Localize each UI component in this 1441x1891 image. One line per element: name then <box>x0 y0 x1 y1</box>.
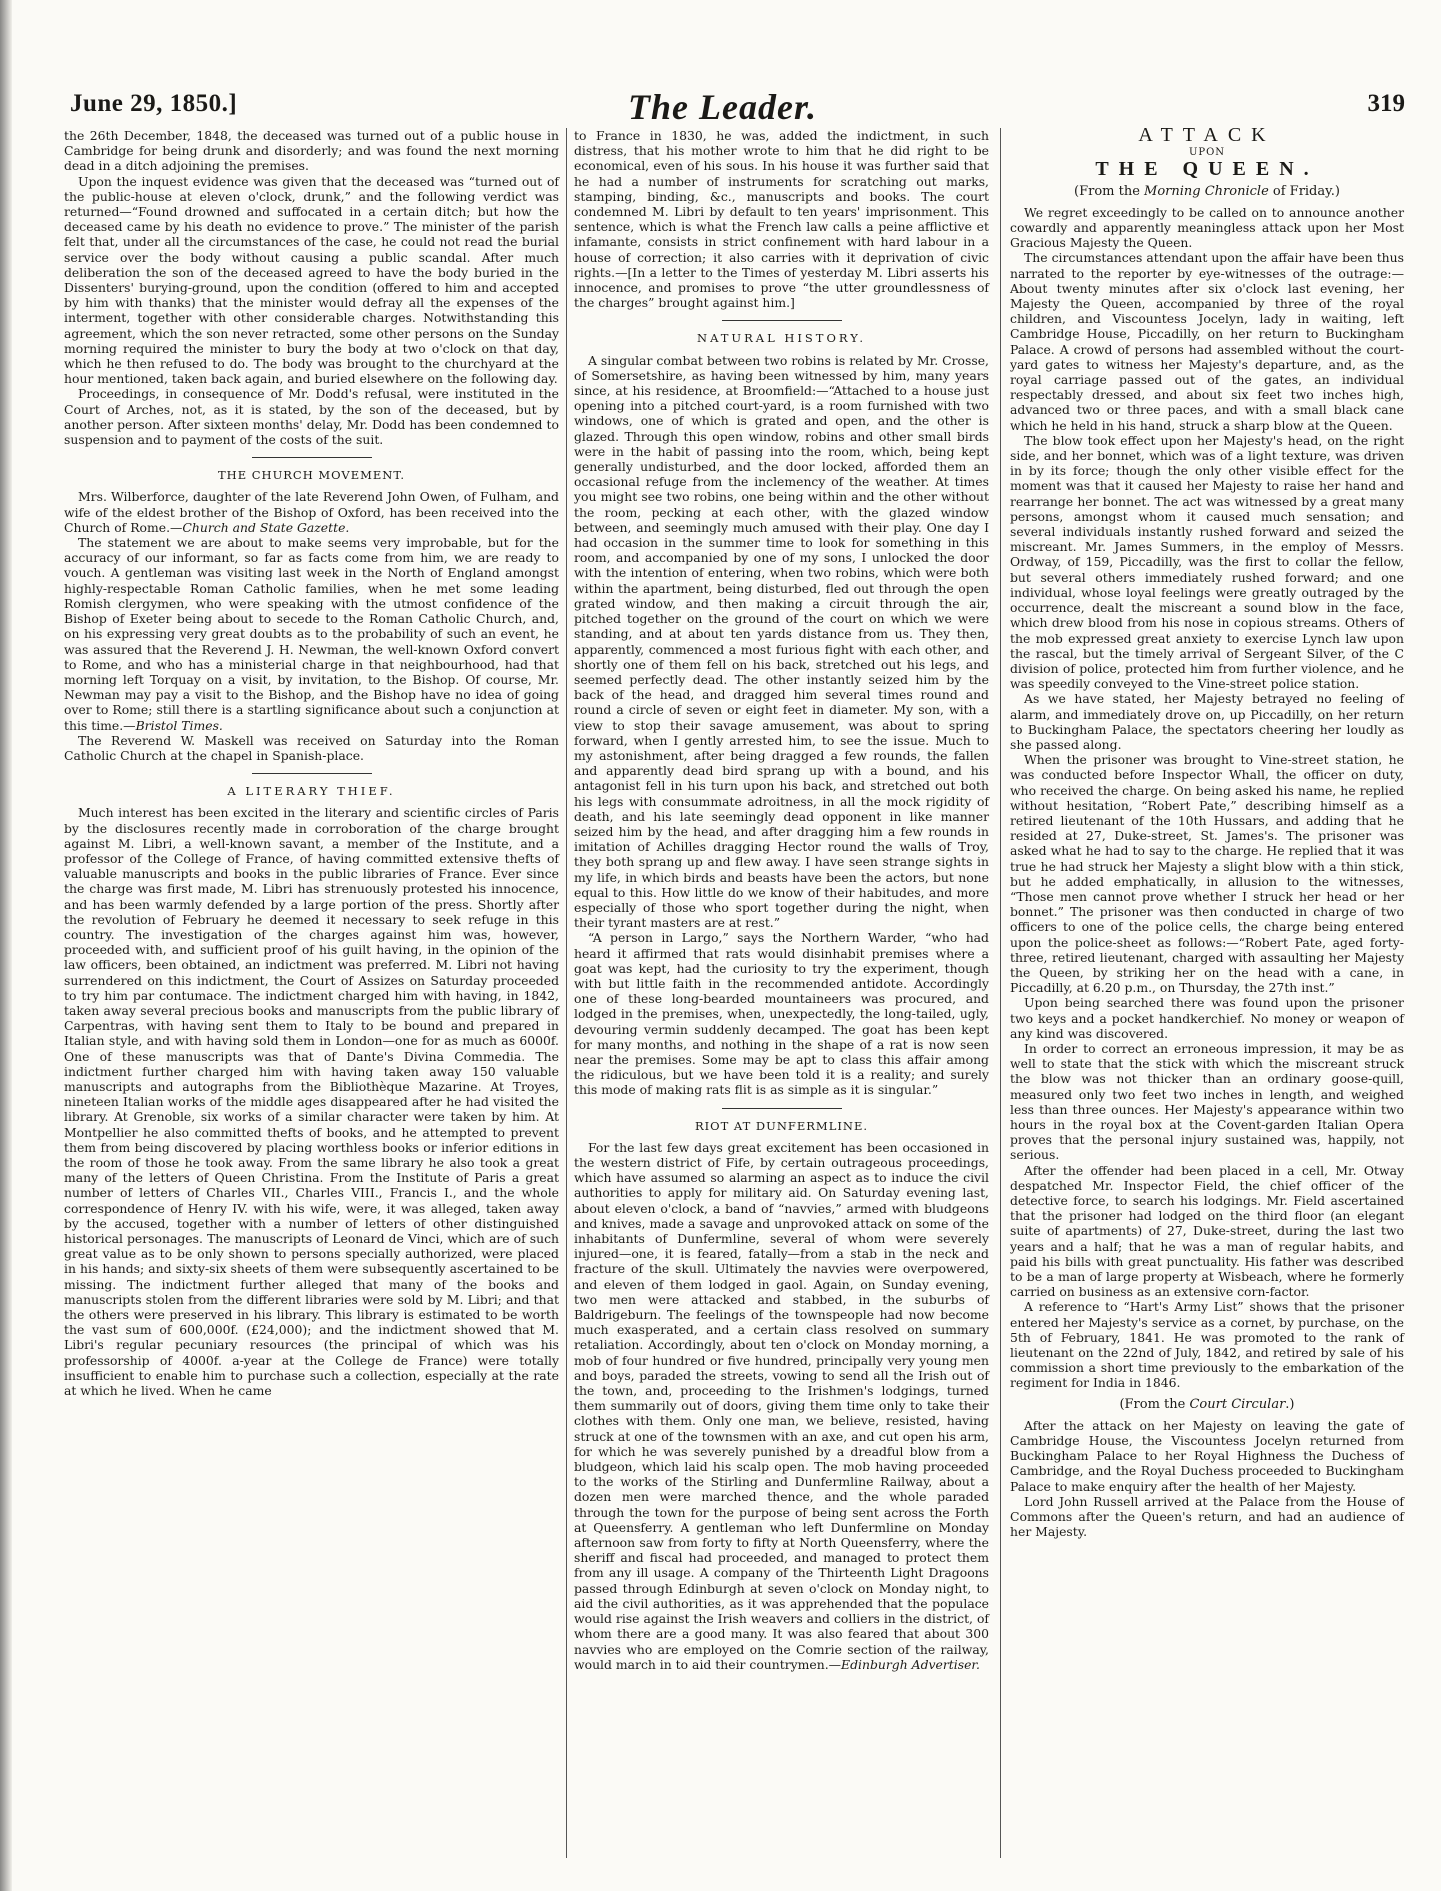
paragraph: The Reverend W. Maskell was received on Saturday into the Roman Catholic Church at the chapel in Spanish-place. <box>64 732 559 763</box>
source-line <box>1010 184 1404 199</box>
paragraph: Proceedings, in consequence of Mr. Dodd's refusal, were instituted in the Court of Arches, not, as it is stated, by the son of the deceased, but by another person. After sixteen months' delay, Mr. Dodd has been condemned to suspension and to payment of the costs of the suit. <box>64 386 559 448</box>
source-line <box>1010 1397 1404 1412</box>
masthead-title: The Leader. <box>628 87 817 127</box>
paragraph-text: The statement we are about to make seems very improbable, but for the accuracy of our informant, so far as facts come from him, we are ready to vouch. A gentleman was visiting last week in the North of England amongst highly-respectable Roman Catholic families, when he met some leading Romish clergymen, who were speaking with the utmost confidence of the Bishop of Exeter being about to secede to the Roman Catholic Church, and, on his expressing very great doubts as to the probability of such an event, he was assured that the Reverend J. H. Newman, the well-known Oxford convert to Rome, and who has a ministerial charge in that neighbourhood, had that morning left Torquay on a visit, by invitation, to the Bishop. Of course, Mr. Newman may pay a visit to the Bishop, and the Bishop have no idea of going over to Rome; still there is a startling significance about such a conjunction at this time.— <box>64 535 559 733</box>
paragraph <box>574 1140 989 1672</box>
paragraph: the 26th December, 1848, the deceased was turned out of a public house in Cambridge for being drunk and disorderly; and was found the next morning dead in a ditch adjoining the premises. <box>64 128 559 174</box>
paragraph: Lord John Russell arrived at the Palace from the House of Commons after the Queen's return, and had an audience of her Majesty. <box>1010 1493 1404 1540</box>
source-name: Court Circular <box>1189 1396 1286 1412</box>
section-divider <box>252 457 372 458</box>
paragraph: The circumstances attendant upon the affair have been thus narrated to the reporter by eye-witnesses of the outrage:—About twenty minutes after six o'clock last evening, her Majesty the Queen, accompanied by three of the royal children, and Viscountess Jocelyn, lady in waiting, left Cambridge House, Piccadilly, on her return to Buckingham Palace. A crowd of persons had assembled without the court-yard gates to witness her Majesty's departure, and, as the royal carriage passed out of the gates, an individual respectably dressed, and about six feet two inches high, advanced two or three paces, and with a small black cane which he held in his hand, struck a sharp blow at the Queen. <box>1010 250 1404 433</box>
paragraph: A reference to “Hart's Army List” shows that the prisoner entered her Majesty's service as a cornet, by purchase, on the 5th of February, 1841. He was promoted to the rank of lieutenant on the 22nd of July, 1842, and retired by sale of his commission a short time previously to the embarkation of the regiment for India in 1846. <box>1010 1299 1404 1391</box>
paragraph: After the offender had been placed in a cell, Mr. Otway despatched Mr. Inspector Field, the chief officer of the detective force, to search his lodgings. Mr. Field ascertained that the prisoner had lodged on the third floor (an elegant suite of apartments) of 27, Duke-street, during the last two years and a half; that he was a man of regular habits, and paid his bills with great punctuality. His father was described to be a man of large property at Wisbeach, where he formerly carried on business as an extensive corn-factor. <box>1010 1162 1404 1300</box>
source-prefix: (From the <box>1119 1396 1190 1412</box>
paragraph: The blow took effect upon her Majesty's head, on the right side, and her bonnet, which was of a light texture, was driven in by its force; though the only other visible effect for the moment was that it caused her Majesty to raise her hand and rearrange her bonnet. The act was witnessed by a great many persons, amongst whom it caused much sensation; and several individuals instantly rushed forward and seized the miscreant. Mr. James Summers, in the employ of Messrs. Ordway, of 159, Piccadilly, was the first to collar the fellow, but several others immediately rushed forward; and one individual, whose loyal feelings were greatly outraged by the occurrence, dealt the miscreant a sound blow in the face, which drew blood from his nose in copious streams. Others of the mob expressed great anxiety to exercise Lynch law upon the rascal, but the timely arrival of Sergeant Silver, of the C division of police, protected him from further violence, and he was speedily conveyed to the Vine-street police station. <box>1010 432 1404 692</box>
page-number: 319 <box>1367 90 1405 117</box>
section-heading: NATURAL HISTORY. <box>697 331 866 346</box>
paragraph: Upon the inquest evidence was given that the deceased was “turned out of the public-house at eleven o'clock, drunk,” and the following verdict was returned—“Found drowned and suffocated in a certain ditch; but how the deceased came by his death no evidence to prove.” The minister of the parish felt that, under all the circumstances of the case, he could not read the burial service over the body without causing a public scandal. After much deliberation the son of the deceased agreed to have the body buried in the Dissenters' burying-ground, upon the condition (offered to him and accepted by him with thanks) that the minister would defray all the expenses of the interment, together with other considerable charges. Notwithstanding this agreement, which the son never retracted, some other persons on the Sunday morning required the minister to bury the body at two o'clock on that day, which he then refused to do. The body was brought to the churchyard at the hour mentioned, taken back again, and buried elsewhere on the following day. <box>64 173 559 387</box>
column-rule <box>1000 128 1001 1858</box>
column-1 <box>64 128 559 1398</box>
paragraph: As we have stated, her Majesty betrayed no feeling of alarm, and immediately drove on, up Piccadilly, on her return to Buckingham Palace, the spectators cheering her loudly as she passed along. <box>1010 691 1404 752</box>
paragraph-text: Mrs. Wilberforce, daughter of the late Reverend John Owen, of Fulham, and wife of the eldest brother of the Bishop of Oxford, has been received into the Church of Rome.— <box>64 489 559 535</box>
section-divider <box>722 320 842 321</box>
source-suffix: .) <box>1285 1396 1295 1412</box>
article-title-upon: UPON <box>1188 147 1226 159</box>
article-title-attack: ATTACK <box>1138 124 1276 146</box>
source-prefix: (From the <box>1074 183 1145 199</box>
paragraph: A singular combat between two robins is related by Mr. Crosse, of Somersetshire, as having been witnessed by him, many years since, at his residence, at Broomfield:—“Attached to a house just opening into a pitched court-yard, is a room furnished with two windows, one of which is grated and open, and the other is glazed. Through this open window, robins and other small birds were in the habit of passing into the room, which, being kept generally undisturbed, and the door locked, afforded them an occasional refuge from the inclemency of the weather. At times you might see two robins, one being within and the other without the room, pecking at each other, with the glazed window between, and seemingly much amused with their play. One day I had occasion in the summer time to look for something in this room, and accompanied by one of my sons, I unlocked the door with the intention of entering, when two robins, which were both within the apartment, being disturbed, fled out through the open grated window, and then making a circuit through the air, pitched together on the ground of the court on which we were standing, and at about ten yards distance from us. They then, apparently, commenced a most furious fight with each other, and shortly one of them fell on his back, stretched out his legs, and seemed perfectly dead. The other instantly seized him by the back of the head, and dragged him several times round and round a circle of seven or eight feet in diameter. My son, with a view to stop their savage amusement, was about to spring forward, when I gently arrested him, to see the issue. Much to my astonishment, after being dragged a few rounds, the fallen and apparently dead bird sprang up with a bound, and his antagonist fell in his turn upon his back, and stretched out both his legs with consummate adroitness, in all the mock rigidity of death, and his late seemingly dead opponent in like manner seized him by the head, and after dragging him a few rounds in imitation of Achilles dragging Hector round the walls of Troy, they both sprang up and flew away. I have seen strange sights in my life, in which birds and beasts have been the actors, but none equal to this. How little do we know of their habitudes, and more especially of those who sport together during the night, when their tyrant masters are at rest.” <box>574 352 989 931</box>
section-divider <box>252 773 372 774</box>
section-heading: A LITERARY THIEF. <box>227 784 396 799</box>
paragraph-text: For the last few days great excitement has been occasioned in the western district of Fife, by certain outrageous proceedings, which have assumed so alarming an aspect as to induce the civil authorities to apply for military aid. On Saturday evening last, about eleven o'clock, a band of “navvies,” armed with bludgeons and knives, made a savage and unprovoked attack on some of the inhabitants of Dunfermline, several of whom were severely injured—one, it is feared, fatally—from a stab in the neck and fracture of the skull. Ultimately the navvies were overpowered, and eleven of them lodged in gaol. Again, on Sunday evening, two men were attacked and stabbed, in the suburbs of Baldrigeburn. The feelings of the townspeople had now become much exasperated, and a certain class resolved on summary retaliation. Accordingly, about ten o'clock on Monday morning, a mob of four hundred or five hundred, principally very young men and boys, paraded the streets, vowing to send all the Irish out of the town, and, proceeding to the Irishmen's lodgings, turned them summarily out of doors, giving them time only to take their clothes with them. Only one man, we believe, resisted, having struck at one of the townsmen with an axe, and cut open his arm, for which he was severely punished by a dreadful blow from a bludgeon, which laid his scalp open. The mob having proceeded to the works of the Stirling and Dunfermline Railway, about a dozen men were marched thence, and the whole paraded through the town for the purpose of being sent across the Forth at Queensferry. A gentleman who left Dunfermline on Monday afternoon saw from forty to fifty at North Queensferry, where the sheriff and fiscal had proceeded, and managed to protect them from any ill usage. A company of the Thirteenth Light Dragoons passed through Edinburgh at seven o'clock on Monday night, to aid the civil authorities, as it was apprehended that the populace would rise against the Irish weavers and colliers in the district, of whom there are a good many. It was also feared that about 300 navvies who are employed on the Comrie section of the railway, would march in to aid their countrymen.— <box>574 1139 989 1672</box>
column-3 <box>1010 124 1404 1540</box>
source-citation: Bristol Times. <box>135 717 223 733</box>
source-citation: Edinburgh Advertiser. <box>841 1656 980 1672</box>
page-header <box>28 54 1413 127</box>
section-heading: RIOT AT DUNFERMLINE. <box>694 1118 869 1133</box>
article-title-queen: THE QUEEN. <box>1095 158 1319 181</box>
paragraph: Upon being searched there was found upon the prisoner two keys and a pocket handkerchief. No money or weapon of any kind was discovered. <box>1010 995 1404 1041</box>
section-divider <box>722 1108 842 1109</box>
paragraph: In order to correct an erroneous impression, it may be as well to state that the stick with which the miscreant struck the blow was not thicker than an ordinary goose-quill, measured only two feet two inches in length, and weighed less than three ounces. Her Majesty's appearance within two hours in the royal box at the Covent-garden Italian Opera proves that the personal injury sustained was, happily, not serious. <box>1010 1040 1404 1163</box>
paragraph: to France in 1830, he was, added the indictment, in such distress, that his mother wrote to him that he did right to be economical, even of his sous. In his house it was further said that he had a number of instruments for scratching out marks, stamping, binding, &c., manuscripts and books. The court condemned M. Libri by default to ten years' imprisonment. This sentence, which is what the French law calls a peine afflictive et infamante, consists in strict confinement with hard labour in a house of correction; it also carries with it deprivation of civic rights.—[In a letter to the Times of yesterday M. Libri asserts his innocence, and promises to prove “the utter groundlessness of the charges” brought against him.] <box>574 128 989 311</box>
section-heading: THE CHURCH MOVEMENT. <box>218 468 405 483</box>
paragraph: When the prisoner was brought to Vine-street station, he was conducted before Inspector Whall, the officer on duty, who received the charge. On being asked his name, he replied without hesitation, “Robert Pate,” describing himself as a retired lieutenant of the 10th Hussars, and adding that he resided at 27, Duke-street, St. James's. The prisoner was asked what he had to say to the charge. He replied that it was true he had struck her Majesty a slight blow with a thin stick, but he added emphatically, in allusion to the witnesses, “Those men cannot prove whether I struck her head or her bonnet.” The prisoner was then conducted in charge of two officers to one of the police cells, the charge being entered upon the police-sheet as follows:—“Robert Pate, aged forty-three, retired lieutenant, charged with assaulting her Majesty the Queen, by striking her on the head with a cane, in Piccadilly, at 6.20 p.m., on Thursday, the 27th inst.” <box>1010 752 1404 996</box>
article-columns <box>64 124 1404 1878</box>
paragraph: “A person in Largo,” says the Northern Warder, “who had heard it affirmed that rats would disinhabit premises where a goat was kept, had the curiosity to try the experiment, though with but little faith in the recommended antidote. Accordingly one of these long-bearded mountaineers was procured, and lodged in the premises, when, unexpectedly, the long-tailed, ugly, devouring vermin suddenly decamped. The goat has been kept for many months, and nothing in the shape of a rat is now seen near the premises. Some may be apt to class this affair among the ridiculous, but we have been told it is a reality; and surely this mode of making rats flit is as simple as it is singular.” <box>574 930 989 1098</box>
paragraph <box>64 489 559 535</box>
paragraph: Much interest has been excited in the literary and scientific circles of Paris by the disclosures recently made in corroboration of the charge brought against M. Libri, a well-known savant, a member of the Institute, and a professor of the College of France, of having committed extensive thefts of valuable manuscripts and books in the public libraries of France. Ever since the charge was first made, M. Libri has strenuously protested his innocence, and has been warmly defended by a large portion of the press. Shortly after the revolution of February he deemed it necessary to seek refuge in this country. The investigation of the charges against him was, however, proceeded with, and sufficient proof of his guilt having, in the opinion of the law officers, been obtained, an indictment was preferred. M. Libri not having surrendered on this indictment, the Court of Assizes on Saturday proceeded to try him par contumace. The indictment charged him with having, in 1842, taken away several precious books and manuscripts from the public library of Carpentras, with having sent them to Italy to be bound and prepared in Italian style, and with having sold them in London—one for as much as 6000f. One of these manuscripts was that of Dante's Divina Commedia. The indictment further charged him with having taken away 150 valuable manuscripts and autographs from the Bibliothèque Mazarine. At Troyes, nineteen Italian works of the middle ages disappeared after he had visited the library. At Grenoble, six works of a similar character were taken by him. At Montpellier he also committed thefts of books, and he attempted to prevent them from being discovered by placing worthless books or inferior editions in the room of those he took away. From the same library he also took a great many of the letters of Queen Christina. From the Institute of Paris a great number of letters of Charles VII., Charles VIII., Francis I., and the whole correspondence of Henry IV. with his wife, were, it was alleged, taken away by the accused, together with a number of letters of other distinguished historical personages. The manuscripts of Leonard de Vinci, which are of such great value as to be only shown to persons specially authorized, were placed in his hands; and sixty-six sheets of them were subsequently ascertained to be missing. The indictment further alleged that many of the books and manuscripts stolen from the different libraries were sold by M. Libri; and that the others were preserved in his library. This library is estimated to be worth the vast sum of 600,000f. (£24,000); and the indictment showed that M. Libri's regular pecuniary resources (the principal of which was his professorship of 4000f. a-year at the College de France) were totally insufficient to enable him to purchase such a collection, especially at the rate at which he lived. When he came <box>64 805 559 1399</box>
source-name: Morning Chronicle <box>1144 183 1269 199</box>
paragraph <box>64 535 559 733</box>
source-suffix: of Friday.) <box>1268 183 1340 199</box>
page-edge-shadow <box>0 0 12 1891</box>
source-citation: Church and State Gazette. <box>182 519 350 535</box>
paragraph: After the attack on her Majesty on leaving the gate of Cambridge House, the Viscountess Jocelyn returned from Buckingham Palace to her Royal Highness the Duchess of Cambridge, and the Royal Duchess proceeded to Buckingham Palace to make enquiry after the health of her Majesty. <box>1010 1417 1404 1494</box>
column-2 <box>574 128 989 1672</box>
paragraph: We regret exceedingly to be called on to announce another cowardly and apparently meaningless attack upon her Most Gracious Majesty the Queen. <box>1010 204 1404 251</box>
header-date: June 29, 1850.] <box>70 90 238 117</box>
column-rule <box>566 128 567 1858</box>
